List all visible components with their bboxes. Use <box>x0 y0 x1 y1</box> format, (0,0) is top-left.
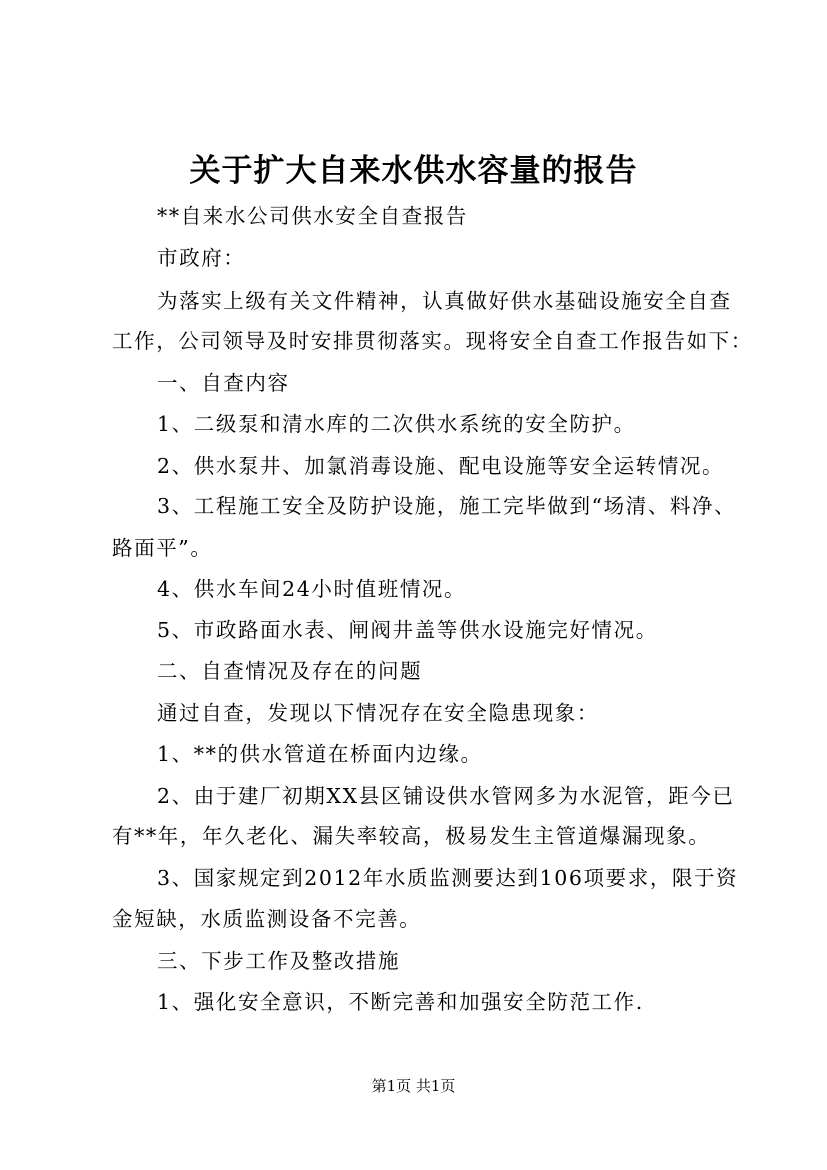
list-item: 1、二级泵和清水库的二次供水系统的安全防护。 <box>157 412 636 436</box>
subtitle-line: **自来水公司供水安全自查报告 <box>157 204 468 228</box>
salutation-line: 市政府： <box>157 246 246 270</box>
document-title: 关于扩大自来水供水容量的报告 <box>189 153 638 189</box>
list-item: 3、工程施工安全及防护设施，施工完毕做到“场清、料净、 <box>157 494 737 518</box>
paragraph-line: 通过自查，发现以下情况存在安全隐患现象： <box>157 701 599 725</box>
paragraph-line: 工作，公司领导及时安排贯彻落实。现将安全自查工作报告如下： <box>112 329 753 353</box>
section-heading: 一、自查内容 <box>157 371 290 395</box>
list-item: 2、供水泵井、加氯消毒设施、配电设施等安全运转情况。 <box>157 454 725 478</box>
page-footer: 第1页 共1页 <box>371 1077 456 1095</box>
section-heading: 三、下步工作及整改措施 <box>157 949 401 973</box>
list-item: 1、强化安全意识，不断完善和加强安全防范工作. <box>157 990 644 1014</box>
list-item-continuation: 路面平”。 <box>112 536 213 560</box>
list-item: 5、市政路面水表、闸阀井盖等供水设施完好情况。 <box>157 618 658 642</box>
list-item: 2、由于建厂初期XX县区铺设供水管网多为水泥管，距今已 <box>157 784 735 808</box>
list-item-continuation: 有**年，年久老化、漏失率较高，极易发生主管道爆漏现象。 <box>112 824 711 848</box>
list-item-continuation: 金短缺，水质监测设备不完善。 <box>112 907 422 931</box>
list-item: 3、国家规定到2012年水质监测要达到106项要求，限于资 <box>157 866 739 890</box>
paragraph-line: 为落实上级有关文件精神，认真做好供水基础设施安全自查 <box>157 289 732 313</box>
list-item: 1、**的供水管道在桥面内边缘。 <box>157 742 483 766</box>
list-item: 4、供水车间24小时值班情况。 <box>157 577 467 601</box>
section-heading: 二、自查情况及存在的问题 <box>157 659 423 683</box>
